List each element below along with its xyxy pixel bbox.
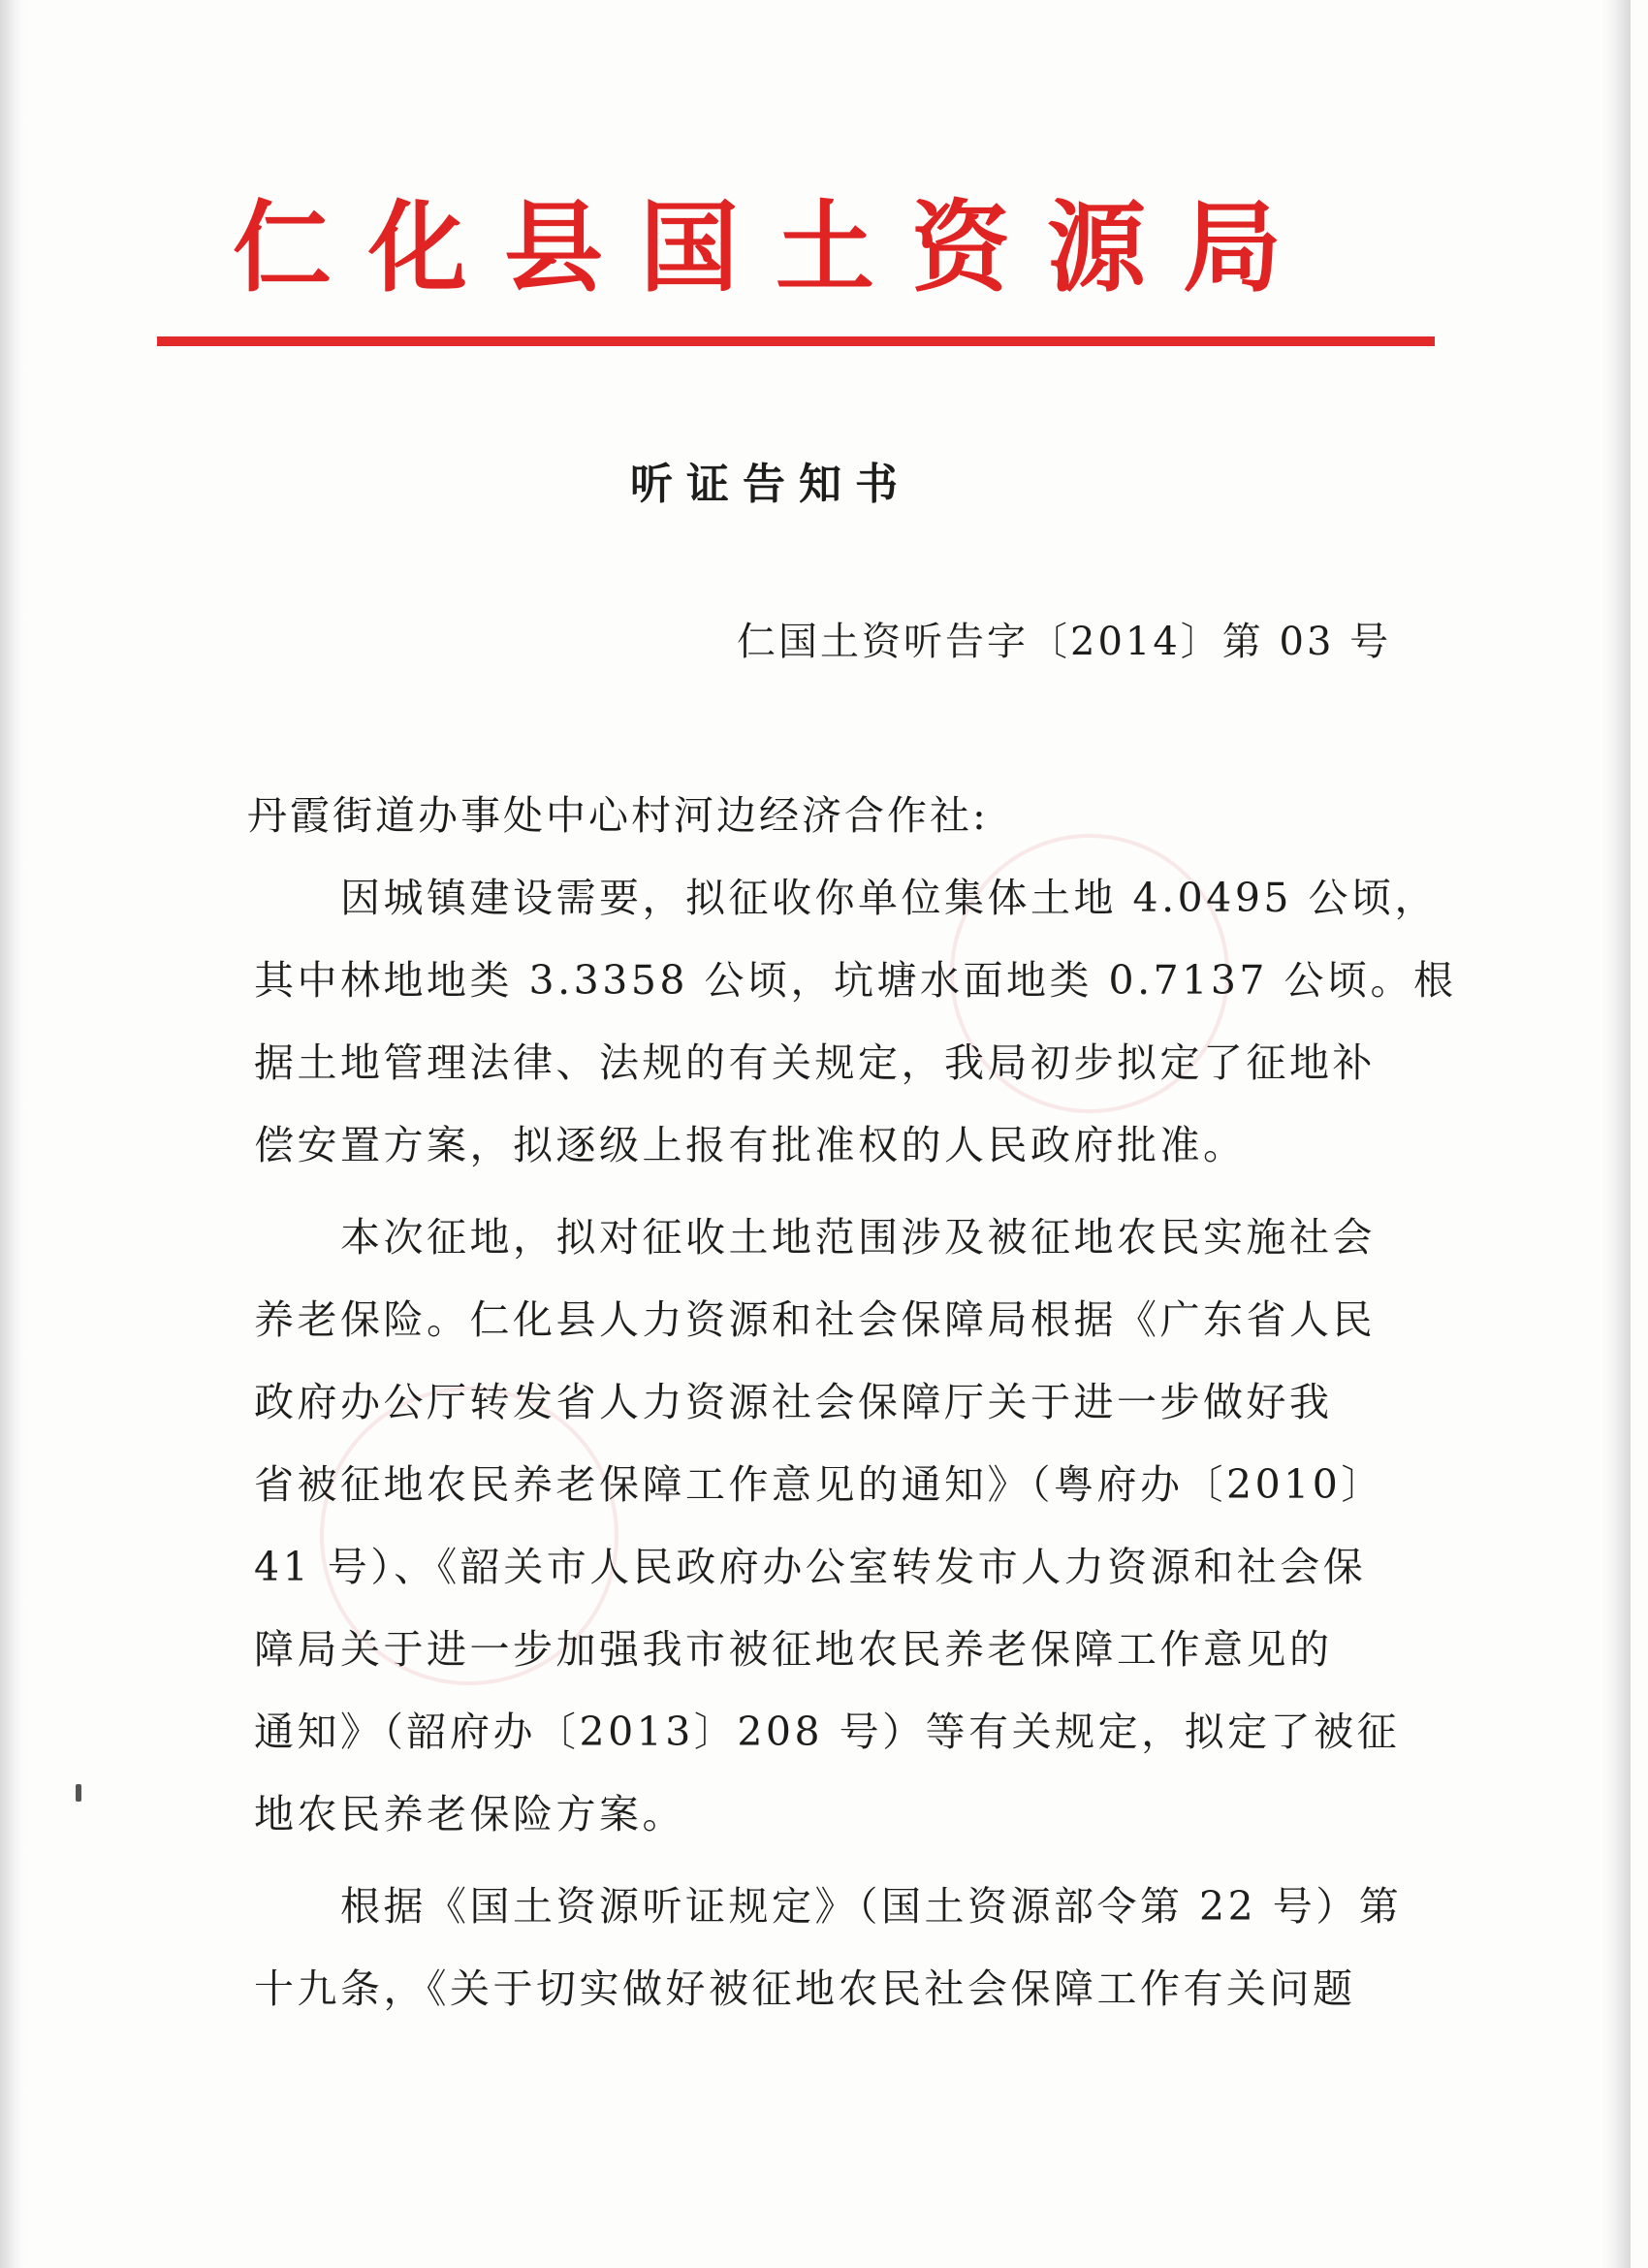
document-number: 仁国土资听告字〔2014〕第 03 号 xyxy=(737,620,1392,664)
body-line: 因城镇建设需要，拟征收你单位集体土地 4.0495 公顷， xyxy=(254,875,1439,921)
issuing-organization: 仁化县国土资源局 xyxy=(233,190,1318,306)
body-line: 政府办公厅转发省人力资源社会保障厅关于进一步做好我 xyxy=(254,1379,1333,1425)
body-line: 偿安置方案，拟逐级上报有批准权的人民政府批准。 xyxy=(254,1122,1247,1168)
body-line: 地农民养老保险方案。 xyxy=(254,1791,685,1837)
body-line: 十九条，《关于切实做好被征地农民社会保障工作有关问题 xyxy=(254,1965,1356,2012)
body-line: 根据《国土资源听证规定》（国土资源部令第 22 号）第 xyxy=(254,1883,1403,1930)
document-title: 听证告知书 xyxy=(630,460,911,509)
red-header-rule xyxy=(157,336,1435,346)
body-line: 通知》（韶府办〔2013〕208 号）等有关规定，拟定了被征 xyxy=(254,1709,1401,1755)
body-line: 本次征地，拟对征收土地范围涉及被征地农民实施社会 xyxy=(254,1214,1376,1261)
body-line: 障局关于进一步加强我市被征地农民养老保障工作意见的 xyxy=(254,1626,1333,1673)
body-line: 41 号）、《韶关市人民政府办公室转发市人力资源和社会保 xyxy=(254,1544,1367,1590)
scan-speck xyxy=(76,1784,81,1802)
body-line: 省被征地农民养老保障工作意见的通知》（粤府办〔2010〕 xyxy=(254,1461,1384,1508)
scan-shadow-right xyxy=(1601,0,1631,2268)
recipient-line: 丹霞街道办事处中心村河边经济合作社: xyxy=(247,792,989,839)
scan-shadow-left xyxy=(0,0,25,2268)
body-line: 其中林地地类 3.3358 公顷，坑塘水面地类 0.7137 公顷。根 xyxy=(254,957,1457,1004)
body-line: 据土地管理法律、法规的有关规定，我局初步拟定了征地补 xyxy=(254,1039,1376,1086)
body-line: 养老保险。仁化县人力资源和社会保障局根据《广东省人民 xyxy=(254,1296,1376,1343)
